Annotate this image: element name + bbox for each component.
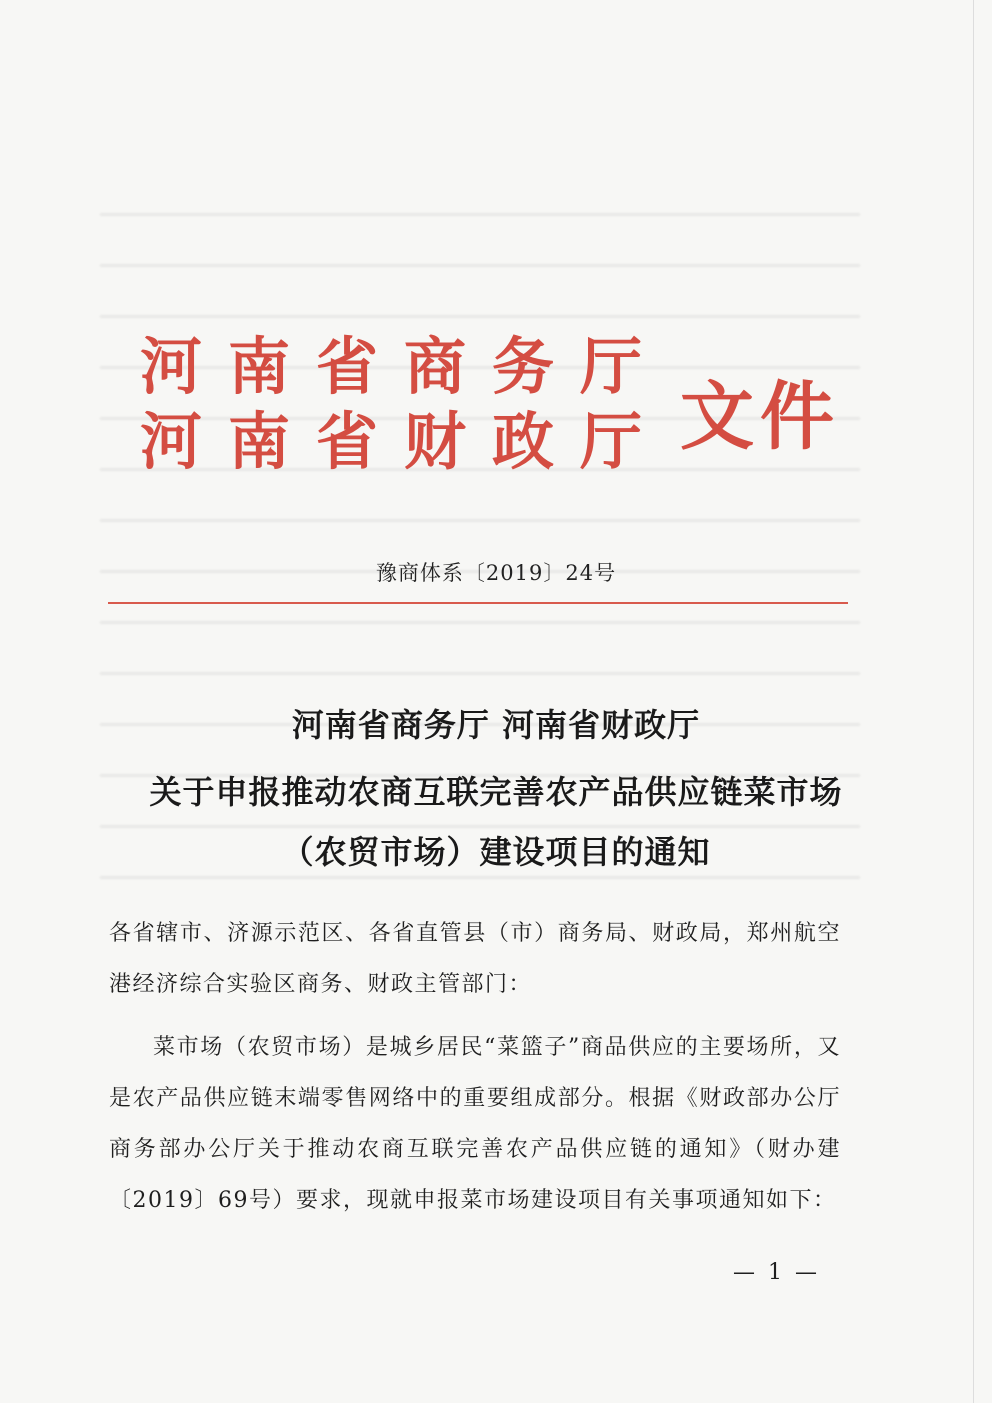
document-body: [109, 908, 841, 1226]
body-paragraph-1: 菜市场（农贸市场）是城乡居民“菜篮子”商品供应的主要场所，又是农产品供应链末端零售网络中的重要组成部分。根据《财政部办公厅 商务部办公厅关于推动农商互联完善农产品供应链的通知》（财办建〔2019〕69号）要求，现就申报菜市场建设项目有关事项通知如下：: [109, 1035, 841, 1213]
issuer-line-2: 河南省财政厅: [140, 405, 669, 478]
title-line-2: 关于申报推动农商互联完善农产品供应链菜市场: [149, 773, 843, 811]
page-number: — 1 —: [733, 1260, 820, 1285]
document-suffix: 文件: [680, 374, 840, 460]
red-separator-line: [108, 602, 848, 604]
document-header: [140, 330, 840, 481]
title-line-3: （农贸市场）建设项目的通知: [281, 833, 711, 871]
addressee-paragraph: 各省辖市、济源示范区、各省直管县（市）商务局、财政局，郑州航空港经济综合实验区商务、财政主管部门：: [109, 921, 841, 997]
title-line-1: 河南省商务厅 河南省财政厅: [291, 706, 701, 744]
issuer-line-1: 河南省商务厅: [140, 330, 669, 403]
document-number: 豫商体系〔2019〕24号: [375, 561, 617, 585]
